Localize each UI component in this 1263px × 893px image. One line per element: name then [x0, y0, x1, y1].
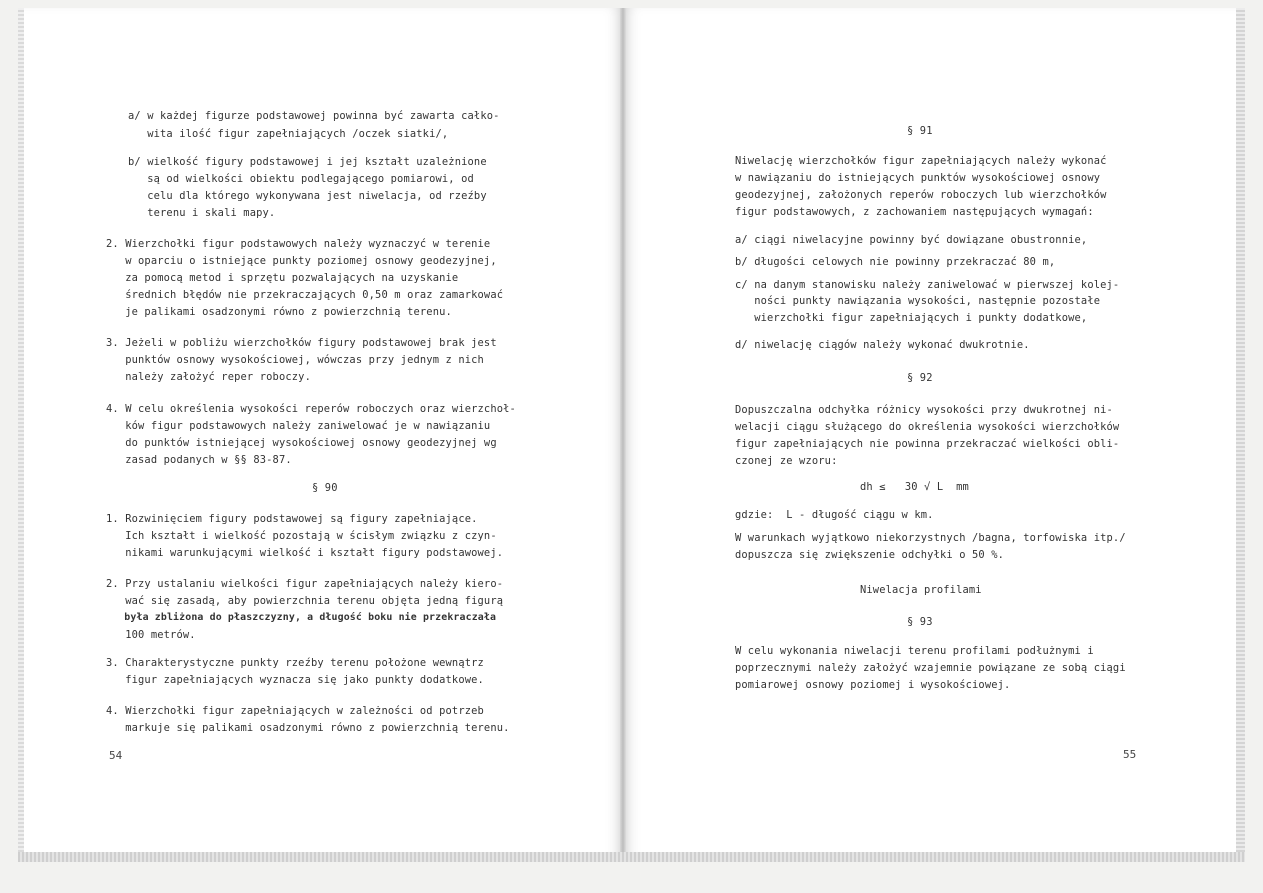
text-line: wita ilość figur zapełniających /oczek siatki/, — [128, 128, 449, 140]
text-line: 2. Przy ustalaniu wielkości figur zapełniających należy kiero- — [106, 578, 504, 590]
bottom-page-edge — [18, 852, 1245, 862]
section-heading: § 93 — [907, 616, 933, 628]
formula: dh ≤ 30 √ L mm — [860, 481, 969, 493]
right-page — [623, 8, 1245, 860]
subsection-title: Niwelacja profilami — [860, 584, 982, 596]
text-line: 4. Wierzchołki figur zapełniających w zależności od potrzeb — [106, 705, 484, 717]
text-line: figur zapełniających wyznacza się jako punkty dodatkowe. — [106, 674, 484, 686]
text-line: 2. Wierzchołki figur podstawowych należy wyznaczyć w terenie — [106, 238, 491, 250]
text-line: je palikami osadzonymi równo z powierzchnią terenu. — [106, 306, 452, 318]
section-heading: § 91 — [907, 125, 933, 137]
text-line: b/ długości celowych nie powinny przekraczać 80 m, — [735, 256, 1056, 268]
text-line: nikami warunkującymi wielkość i kształt figury podstawowej. — [106, 547, 504, 559]
text-line: figur zapełniających nie powinna przekraczać wielkości obli- — [735, 438, 1120, 450]
text-line: markuje się palikami osadzonymi równo z powierzchnią terenu. — [106, 722, 510, 734]
page-number: 54 — [109, 749, 123, 762]
text-line: welacji ciągu służącego do określenia wysokości wierzchołków — [735, 421, 1120, 433]
text-line: 3. Jeżeli w pobliżu wierzchołków figury podstawowej brak jest — [106, 337, 497, 349]
text-line: należy założyć reper roboczy. — [106, 371, 311, 383]
text-line: Niwelację wierzchołków figur zapełniających należy wykonać — [735, 155, 1107, 167]
text-line: W celu wykonania niwelacji terenu profilami podłużnymi i — [735, 645, 1094, 657]
left-page-edge — [18, 8, 24, 860]
text-line: punktów osnowy wysokościowej, wówczas przy jednym z nich — [106, 354, 484, 366]
text-line: geodezyjnej, założonych reperów roboczych lub wierzchołków — [735, 189, 1107, 201]
text-line: ków figur podstawowych należy zaniwelować je w nawiązaniu — [106, 420, 491, 432]
text-line: średnich błędów nie przekraczających 0,50 m oraz zamarkować — [106, 289, 504, 301]
text-line: wierzchołki figur zapełniających i punkty dodatkowe, — [735, 312, 1088, 324]
text-line: czonej ze wzoru: — [735, 455, 838, 467]
text-line: poprzecznymi należy założyć wzajemnie powiązane ze sobą ciągi — [735, 662, 1126, 674]
text-line: b/ wielkość figury podstawowej i jej kształt uzależnione — [128, 156, 487, 168]
book-spine — [620, 8, 626, 860]
text-line: c/ na danym stanowisku należy zaniwelować w pierwszej kolej- — [735, 279, 1120, 291]
text-line: a/ w każdej figurze podstawowej powinna być zawarta całko- — [128, 110, 500, 122]
section-heading: § 92 — [907, 372, 933, 384]
text-line: zasad podanych w §§ 83-87. — [106, 454, 292, 466]
text-line: była zbliżona do płaszczyzny, a długość boku nie przekraczała — [106, 612, 497, 623]
text-line: w nawiązaniu do istniejących punktów wysokościowej osnowy — [735, 172, 1101, 184]
text-line: do punktów istniejącej wysokościowej osnowy geodezyjnej wg — [106, 437, 497, 449]
text-line: dopuszcza się zwiększenie odchyłki o 50 %. — [735, 549, 1005, 561]
text-line: w oparciu o istniejące punkty poziomej osnowy geodezyjnej, — [106, 255, 497, 267]
text-line: Dopuszczalna odchyłka różnicy wysokości przy dwukrotnej ni- — [735, 404, 1113, 416]
text-line: W warunkach wyjątkowo niekorzystnych /bagna, torfowiska itp./ — [735, 532, 1126, 544]
section-heading: § 90 — [312, 482, 338, 494]
text-line: wać się zasadą, aby powierzchnia terenu objęta jedną figurą — [106, 595, 504, 607]
text-line: a/ ciągi niwelacyjne powinny być dowiązane obustronnie, — [735, 234, 1088, 246]
page-number: 55 — [1123, 748, 1137, 761]
text-line: Ich kształt i wielkość pozostają w ścisłym związku z czyn- — [106, 530, 497, 542]
text-line: terenu i skali mapy. — [128, 207, 276, 219]
text-line: 3. Charakterystyczne punkty rzeźby terenu położone wewnątrz — [106, 657, 484, 669]
text-line: celu dla którego wykonywana jest niwelacja, od rzeźby — [128, 190, 487, 202]
text-line: ności punkty nawiązania wysokości, następnie pozostałe — [735, 295, 1101, 307]
text-line: 4. W celu określenia wysokości reperów roboczych oraz wierzchoł- — [106, 403, 516, 415]
text-line: figur podstawowych, z zachowaniem następujących wymagań: — [735, 206, 1094, 218]
text-line: są od wielkości obiektu podlegającego pomiarowi, od — [128, 173, 474, 185]
right-page-edge — [1236, 8, 1245, 860]
text-line: gdzie: L - długość ciągu w km. — [735, 509, 934, 521]
text-line: 1. Rozwinięciem figury podstawowej są figury zapełniające. — [106, 513, 478, 525]
text-line: d/ niwelację ciągów należy wykonać dwukrotnie. — [735, 339, 1030, 351]
text-line: za pomocą metod i sprzętu pozwalających na uzyskanie — [106, 272, 459, 284]
text-line: pomiarowej osnowy poziomej i wysokościowej. — [735, 679, 1011, 691]
text-line: 100 metrów. — [106, 629, 196, 641]
